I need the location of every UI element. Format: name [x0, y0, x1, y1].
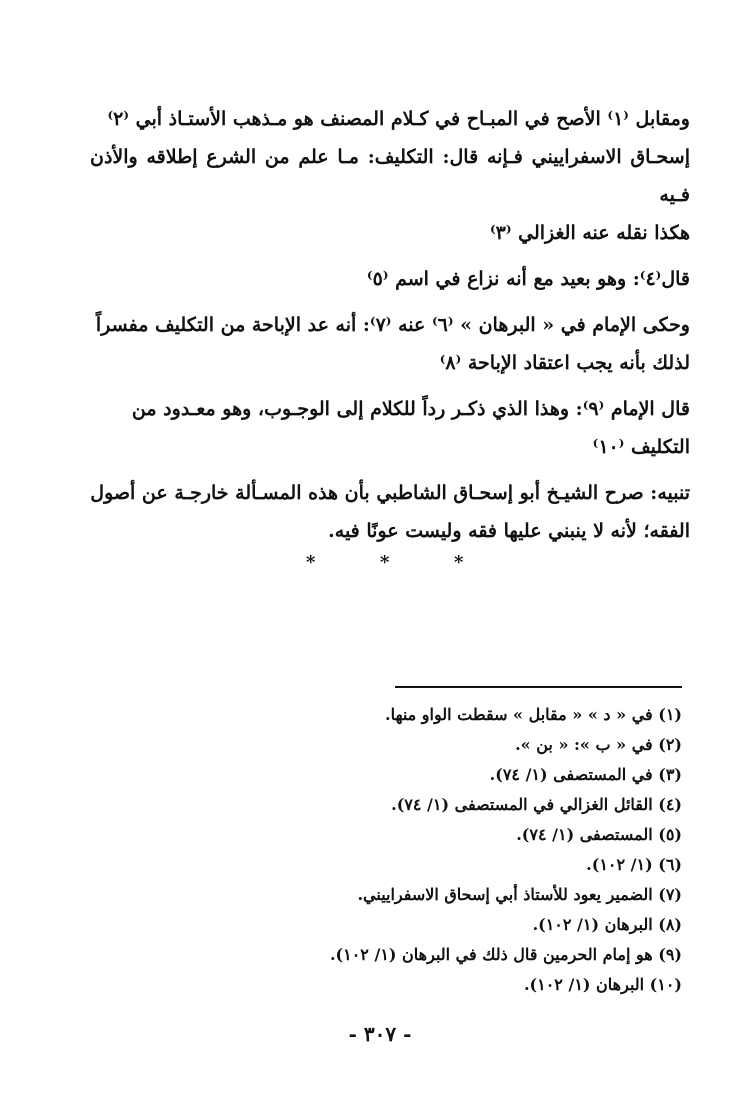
paragraph-2 [90, 260, 690, 298]
page-number: - ٣٠٧ - [348, 1022, 412, 1046]
paragraph-1 [90, 100, 690, 252]
section-separator [300, 552, 480, 582]
text-line: لذلك بأنه يجب اعتقاد الإباحة ⁽٨⁾ [439, 352, 690, 374]
text-line: إسحـاق الاسفراييني فـإنه قال: التكليف: مـا علم من الشرع إطلاقه والأذن فـيه [90, 146, 690, 206]
footnote: (٥) المستصفى (١/ ٧٤). [516, 825, 682, 844]
separator-star: * [454, 552, 464, 573]
text-line: قال⁽٤⁾: وهو بعيد مع أنه نزاع في اسم ⁽٥⁾ [366, 268, 690, 290]
text-line: تنبيه: صرح الشيـخ أبو إسحـاق الشاطبي بأن هذه المسـألة خارجـة عن أصول [90, 482, 690, 504]
separator-star: * [306, 552, 316, 573]
footnote: (٢) في « ب »: « بن ». [515, 735, 682, 754]
text-line: وحكى الإمام في « البرهان » ⁽٦⁾ عنه ⁽٧⁾: أنه عد الإباحة من التكليف مفسراً [95, 314, 690, 336]
text-line: هكذا نقله عنه الغزالي ⁽٣⁾ [489, 222, 690, 244]
paragraph-3 [90, 306, 690, 382]
footnote: (٩) هو إمام الحرمين قال ذلك في البرهان (١/ ١٠٢). [329, 945, 682, 964]
text-line: التكليف ⁽١٠⁾ [592, 436, 690, 458]
footnote-divider [395, 686, 682, 688]
footnote: (٨) البرهان (١/ ١٠٢). [532, 915, 682, 934]
separator-star: * [380, 552, 390, 573]
text-line: ومقابل ⁽١⁾ الأصح في المبـاح في كـلام المصنف هو مـذهب الأستـاذ أبي ⁽٢⁾ [107, 108, 690, 130]
paragraph-5 [90, 474, 690, 550]
paragraph-4 [90, 390, 690, 466]
text-line: الفقه؛ لأنه لا ينبني عليها فقه وليست عونًا فيه. [328, 520, 690, 542]
footnote: (٣) في المستصفى (١/ ٧٤). [489, 765, 682, 784]
text-line: قال الإمام ⁽٩⁾: وهذا الذي ذكـر رداً للكلام إلى الوجـوب، وهو معـدود من [131, 398, 690, 420]
footnote: (١٠) البرهان (١/ ١٠٢). [523, 975, 682, 994]
footnote: (٧) الضمير يعود للأستاذ أبي إسحاق الاسفراييني. [357, 885, 682, 904]
footnote: (١) في « د » « مقابل » سقطت الواو منها. [385, 705, 682, 724]
footnote: (٦) (١/ ١٠٢). [586, 855, 682, 874]
main-text [90, 100, 690, 558]
footnote: (٤) القائل الغزالي في المستصفى (١/ ٧٤). [391, 795, 682, 814]
footnotes [250, 700, 682, 1000]
